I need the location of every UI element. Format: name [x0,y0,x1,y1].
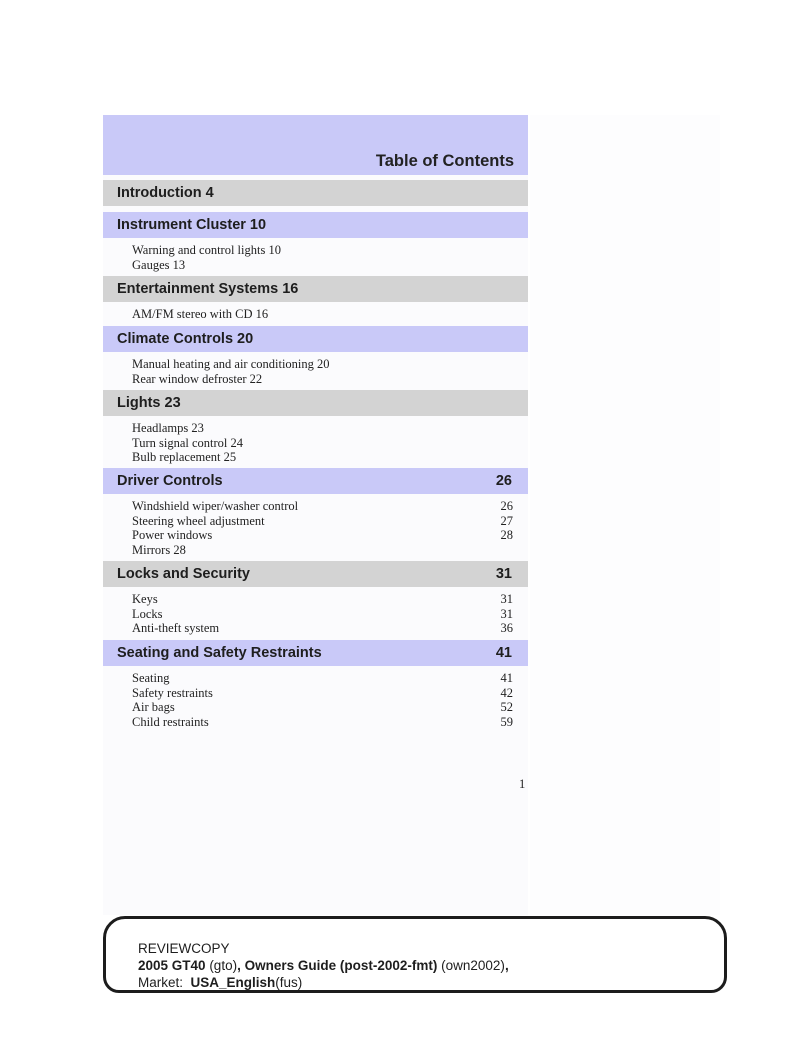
toc-entry[interactable] [132,514,513,529]
toc-entry[interactable] [132,700,513,715]
entry-text: Gauges 13 [132,257,186,272]
entry-text: Seating [132,671,170,685]
section-title: Seating and Safety Restraints [117,645,322,661]
toc-entry[interactable] [132,686,513,701]
toc-entry[interactable] [132,499,513,514]
page-title: Table of Contents [375,152,514,170]
section-title: Locks and Security [117,566,250,582]
entry-text: Mirrors 28 [132,542,186,557]
market-label: Market: [138,975,184,990]
review-copy-box [103,916,727,993]
entry-text: Anti-theft system [132,621,220,636]
entry-text: Bulb replacement 25 [132,450,237,465]
entry-text: Air bags [132,700,175,715]
entry-page: 28 [500,528,513,543]
section-title: Instrument Cluster 10 [117,217,267,233]
toc-entry[interactable] [132,543,513,558]
page-margin-area [530,115,720,915]
page-number: 1 [519,777,526,791]
market-code: (fus) [275,975,303,990]
section-heading-locks-and-security[interactable] [103,561,528,587]
entry-text: Manual heating and air conditioning 20 [132,357,330,371]
entry-text: Safety restraints [132,685,213,700]
section-heading-lights[interactable] [103,390,528,416]
entry-text: AM/FM stereo with CD 16 [132,307,269,321]
section-entries-instrument-cluster [132,243,513,272]
section-title: Introduction 4 [117,185,214,201]
section-entries-locks-and-security [132,592,513,636]
toc-entry[interactable] [132,357,513,372]
entry-text: Warning and control lights 10 [132,243,281,257]
section-page: 26 [495,473,512,489]
toc-entry[interactable] [132,258,513,273]
model-code: (gto) [209,958,238,973]
entry-text: Windshield wiper/washer control [132,499,299,513]
toc-entry[interactable] [132,243,513,258]
model-name: 2005 GT40 [138,958,206,973]
toc-entry[interactable] [132,450,513,465]
entry-page: 27 [500,513,513,528]
section-heading-instrument-cluster[interactable] [103,212,528,238]
entry-page: 26 [500,499,513,513]
toc-entry[interactable] [132,592,513,607]
entry-page: 41 [500,671,513,685]
section-heading-seating-and-safety-restraints[interactable] [103,640,528,666]
toc-entry[interactable] [132,421,513,436]
toc-entry[interactable] [132,307,513,322]
entry-text: Steering wheel adjustment [132,513,265,528]
guide-name: Owners Guide (post-2002-fmt) [244,958,438,973]
toc-entry[interactable] [132,715,513,730]
section-entries-entertainment-systems [132,307,513,322]
toc-entry[interactable] [132,621,513,636]
section-heading-climate-controls[interactable] [103,326,528,352]
separator: , [237,958,245,973]
toc-entry[interactable] [132,528,513,543]
toc-entry[interactable] [132,436,513,451]
section-heading-introduction[interactable] [103,180,528,206]
entry-text: Locks [132,606,163,621]
section-entries-climate-controls [132,357,513,386]
review-copy-market-line [138,974,509,991]
toc-entry[interactable] [132,671,513,686]
review-copy-label: REVIEWCOPY [138,941,230,956]
title-band [103,115,528,175]
section-entries-driver-controls [132,499,513,557]
entry-text: Keys [132,592,158,606]
section-page: 41 [495,645,512,661]
toc-entry[interactable] [132,607,513,622]
entry-page: 59 [500,714,513,729]
entry-page: 36 [500,621,513,636]
section-heading-driver-controls[interactable] [103,468,528,494]
section-page: 31 [495,566,512,582]
separator: , [504,958,509,973]
entry-text: Child restraints [132,714,209,729]
entry-page: 31 [500,592,513,606]
entry-page: 31 [500,606,513,621]
section-title: Entertainment Systems 16 [117,281,299,297]
toc-entry[interactable] [132,372,513,387]
market-name: USA_English [190,975,276,990]
entry-page: 42 [500,685,513,700]
guide-code: (own2002) [441,958,505,973]
entry-text: Turn signal control 24 [132,435,243,450]
entry-text: Rear window defroster 22 [132,371,263,386]
entry-page: 52 [500,700,513,715]
section-title: Driver Controls [117,473,223,489]
entry-text: Headlamps 23 [132,421,204,435]
entry-text: Power windows [132,528,213,543]
section-entries-seating-and-safety-restraints [132,671,513,729]
section-entries-lights [132,421,513,465]
review-copy-document-line [138,957,509,974]
section-heading-entertainment-systems[interactable] [103,276,528,302]
section-title: Climate Controls 20 [117,331,254,347]
review-copy-text [138,940,509,991]
section-title: Lights 23 [117,395,181,411]
